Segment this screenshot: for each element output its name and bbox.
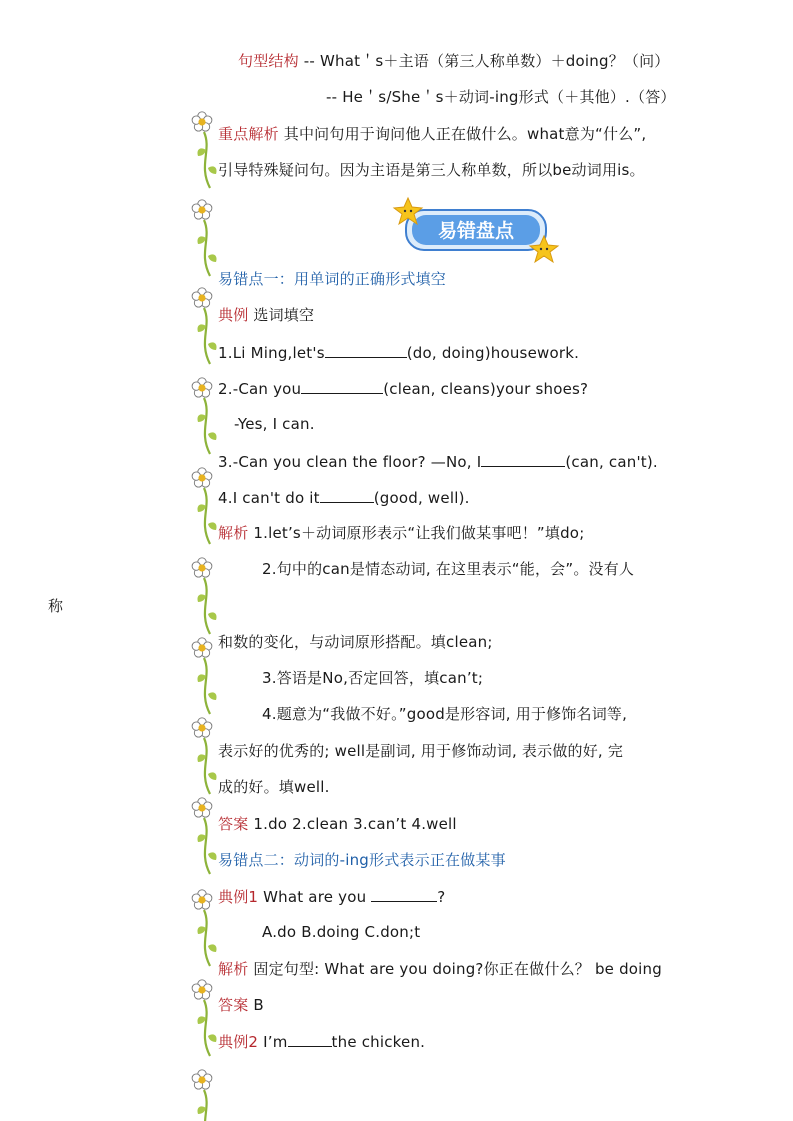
answer-blank [320,487,374,503]
point2-analysis: 解析 固定句型: What are you doing?你正在做什么？ be doing [218,960,662,978]
key-analysis-label: 重点解析 [218,125,279,143]
key-analysis-line-1: 重点解析 其中问句用于询问他人正在做什么。what意为“什么”, [218,125,647,143]
analysis-line-2-cont: 和数的变化，与动词原形搭配。填clean; [218,633,493,651]
sentence-structure-answer: -- He＇s/She＇s＋动词-ing形式（＋其他）.（答） [326,88,676,106]
analysis-line-2: 2.句中的can是情态动词, 在这里表示“能，会”。没有人 [262,560,635,578]
answer-label: 答案 [218,996,249,1014]
badge-text: 易错盘点 [437,220,515,242]
question-1: 1.Li Ming,let's (do, doing)housework. [218,344,580,362]
question-2-reply: -Yes, I can. [234,415,315,433]
example-label: 典例 [218,306,249,324]
answer-blank [481,451,565,467]
analysis-line-4-cont2: 成的好。填well. [218,778,330,796]
analysis-line-4: 4.题意为“我做不好。”good是形容词, 用于修饰名词等, [262,705,628,723]
point2-example-2: 典例2 I’m the chicken. [218,1033,426,1051]
point1-answer: 答案 1.do 2.clean 3.can’t 4.well [218,815,457,833]
example-1-label: 典例1 [218,888,259,906]
example-2-label: 典例2 [218,1033,259,1051]
sentence-structure-question: -- What＇s＋主语（第三人称单数）＋doing？（问） [298,52,670,70]
analysis-line-3: 3.答语是No,否定回答，填can’t; [262,669,484,687]
answer-blank [371,886,437,902]
analysis-line-1: 解析 1.let’s＋动词原形表示“让我们做某事吧！”填do; [218,524,585,542]
mistake-review-badge [392,196,562,268]
question-4: 4.I can't do it (good, well). [218,489,470,507]
answer-blank [325,342,407,358]
analysis-line-4-cont1: 表示好的优秀的; well是副词, 用于修饰动词, 表示做的好, 完 [218,742,624,760]
answer-label: 答案 [218,815,249,833]
example-1-options: A.do B.doing C.don;t [262,923,421,941]
point2-title: 易错点二：动词的-ing形式表示正在做某事 [218,851,506,869]
key-analysis-line-2: 引导特殊疑问句。因为主语是第三人称单数，所以be动词用is。 [218,161,645,179]
analysis-stray-char: 称 [48,597,64,615]
answer-blank [301,378,383,394]
analysis-label: 解析 [218,960,249,978]
sentence-structure-line [238,51,670,71]
point1-title: 易错点一：用单词的正确形式填空 [218,270,447,288]
point2-example-1: 典例1 What are you ? [218,888,446,906]
question-3: 3.-Can you clean the floor? —No, I (can, can't). [218,453,658,471]
analysis-label: 解析 [218,524,249,542]
point2-answer: 答案 B [218,996,264,1014]
answer-blank [288,1031,332,1047]
sentence-structure-label: 句型结构 [238,52,299,70]
question-2: 2.-Can you (clean, cleans)your shoes? [218,380,589,398]
point1-example: 典例 选词填空 [218,306,315,324]
